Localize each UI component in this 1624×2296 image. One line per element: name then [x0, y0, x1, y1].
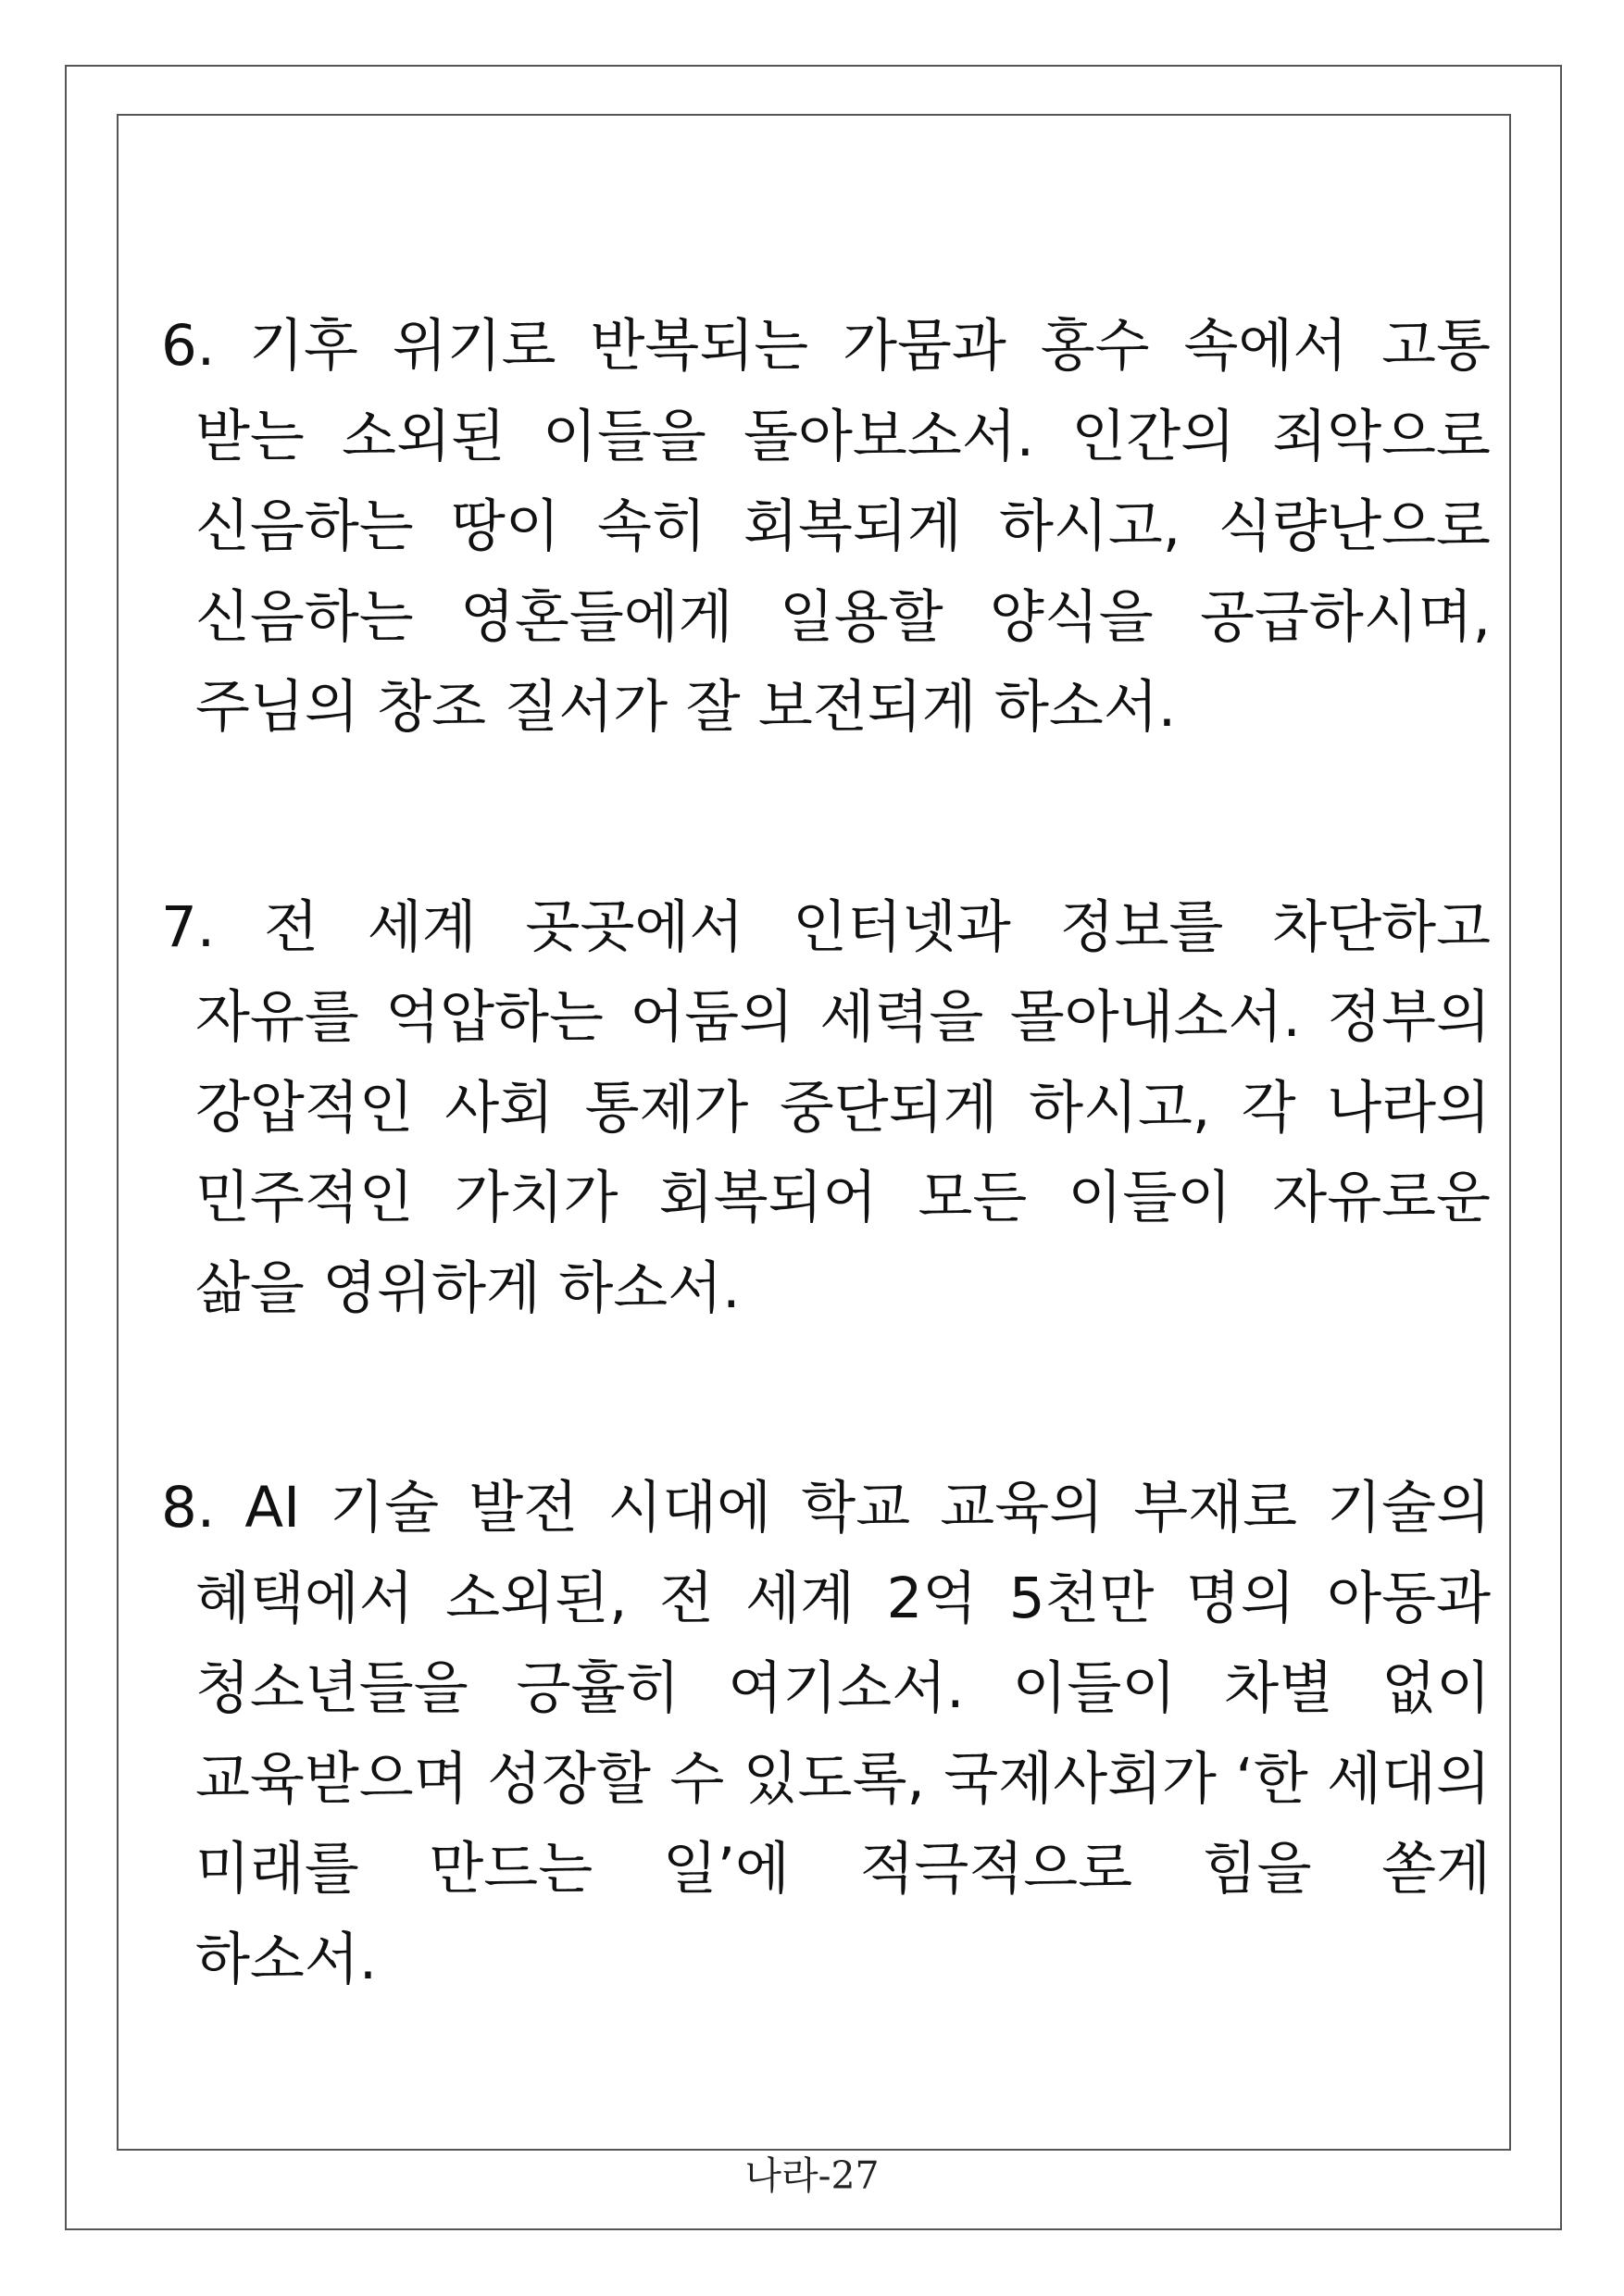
prayer-line: 주님의 창조 질서가 잘 보전되게 하소서.: [195, 674, 1177, 740]
prayer-line: 신음하는 땅이 속히 회복되게 하시고, 식량난으로: [195, 493, 1491, 559]
prayer-item-8: [161, 1463, 1491, 2004]
prayer-line: 7. 전 세계 곳곳에서 인터넷과 정보를 차단하고: [161, 893, 1491, 960]
prayer-line: 하소서.: [195, 1926, 378, 1992]
prayer-list: [161, 301, 1491, 2134]
prayer-line: 미래를 만드는 일’에 적극적으로 힘을 쏟게: [195, 1836, 1491, 1902]
prayer-line: 8. AI 기술 발전 시대에 학교 교육의 부재로 기술의: [161, 1475, 1491, 1541]
prayer-line: 6. 기후 위기로 반복되는 가뭄과 홍수 속에서 고통: [161, 313, 1491, 379]
prayer-line: 자유를 억압하는 어둠의 세력을 몰아내소서. 정부의: [195, 984, 1491, 1050]
prayer-item-6: [161, 301, 1491, 753]
prayer-line: 강압적인 사회 통제가 중단되게 하시고, 각 나라의: [195, 1074, 1491, 1141]
prayer-line: 혜택에서 소외된, 전 세계 2억 5천만 명의 아동과: [195, 1565, 1491, 1631]
page-number: 나라-27: [744, 2153, 880, 2198]
prayer-line: 받는 소외된 이들을 돌아보소서. 인간의 죄악으로: [195, 403, 1491, 469]
prayer-line: 청소년들을 긍휼히 여기소서. 이들이 차별 없이: [195, 1655, 1491, 1721]
prayer-line: 삶을 영위하게 하소서.: [195, 1254, 741, 1321]
prayer-line: 신음하는 영혼들에게 일용할 양식을 공급하시며,: [195, 583, 1491, 650]
prayer-item-7: [161, 882, 1491, 1334]
prayer-line: 교육받으며 성장할 수 있도록, 국제사회가 ‘한 세대의: [195, 1745, 1491, 1812]
prayer-line: 민주적인 가치가 회복되어 모든 이들이 자유로운: [195, 1165, 1491, 1230]
